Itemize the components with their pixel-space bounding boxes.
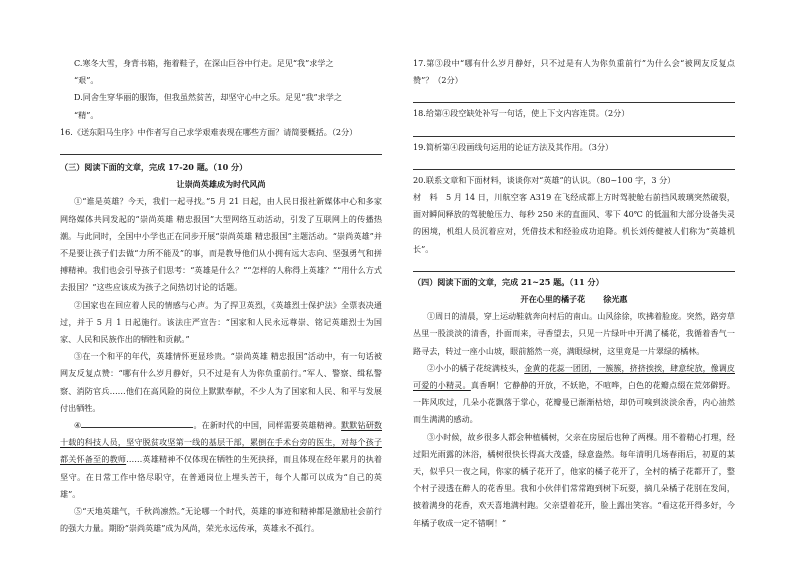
question-16: 16.《送东阳马生序》中作者写自己求学艰难表现在哪些方面？请简要概括。（2分） [60,126,358,137]
question-17: 17.第③段中“哪有什么岁月静好，只不过是有人为你负重前行”为什么会“被网友反复点赞”？（2分） [413,58,735,86]
essay-paragraph-2 [413,360,735,429]
section-3-heading: （三）阅读下面的文章，完成 17-20 题。（10 分） [60,162,248,173]
left-column [60,55,382,537]
essay-paragraph-3: ③小时候，故乡很多人都会种植橘树，父亲在房屋后也种了两棵。用不着精心打理，经过阳光雨露的沐浴，橘树很快长得高大茂盛，绿意盎然。每年清明几场春雨后，初夏的某天，似乎只一夜之间，你家的橘子花开了，他家的橘子花开了，全村的橘子花都开了，整个村子浸透在醉人的花香里。我和小伙伴们常常跑到树下玩耍，摘几朵橘子花别在发间，披着满身的花香，欢天喜地满村跑。父亲望着花开，脸上露出笑容。“看这花开得多好，今年橘子收成一定不错啊！” [413,431,735,528]
paragraph-3: ③在一个和平的年代，英雄情怀更显珍贵。“崇尚英雄 精忠报国”活动中，有一句话被网友反复点赞：“哪有什么岁月静好，只不过是有人为你负重前行。”军人、警察、缉私警察、消防官兵……他们在高风险的岗位上默默奉献，不少人为了国家和人民、和平与发展付出牺牲。 [60,351,382,413]
answer-line-18 [413,123,735,137]
paragraph-4-intro: 。在新时代的中国，同样需要英雄精神。 [193,420,342,431]
essay-paragraph-1: ①周日的清晨，穿上运动鞋就奔向村后的南山。山风徐徐，吹拂着脸庞。突然，路旁草丛里一股淡淡的清香，扑面而来，寻香望去，只见一片绿叶中开满了橘花，我循着香气一路寻去，转过一座小山坡，眼前豁然一亮，满眼绿树，这里竟是一片翠绿的橘林。 [413,311,735,356]
question-20-material: 材 料 5 月 14 日，川航空客 A319 在飞经成都上方时驾驶舱右前挡风玻璃突然破裂，面对瞬间释放的驾驶舱压力、每秒 250 米的直面风、零下 40℃ 的低温和大部分设备失灵的困境，机组人员沉着应对，凭借技术和经验成功迫降。机长刘传健被人们称为“英雄机长”。 [413,192,735,254]
fill-blank-18[interactable] [81,418,193,428]
essay-underlined-sentence: 金黄的花蕊一团团，一簇簇，挤挤挨挨，肆意绽放，像调皮可爱的小精灵。 [413,362,735,391]
question-18: 18.给第④段空缺处补写一句话，使上下文内容连贯。（2分） [413,108,630,119]
essay-title: 开在心里的橘子花 [520,294,586,305]
essay-paragraph-2-start: ②小小的橘子花绽满枝头， [427,362,525,373]
article-title: 让崇尚英雄成为时代风尚 [176,179,266,190]
option-d-line2: “精”。 [74,109,99,120]
paragraph-2: ②国家也在回应着人民的情感与心声。为了捍卫英烈，《英雄烈士保护法》全票表决通过，并于 5 月 1 日起施行。该法庄严宣告：“国家和人民永远尊崇、铭记英雄烈士为国家、人民和民族作出的牺牲和贡献。” [60,299,382,345]
paragraph-5: ⑤“天地英雄气，千秋尚凛然。”无论哪一个时代，英雄的事迹和精神都是激励社会前行的强大力量。期盼“崇尚英雄”成为风尚，荣光永远传承，英雄永不孤行。 [60,506,382,534]
answer-line-20 [413,258,735,272]
right-column [413,55,735,532]
paragraph-4-rest: ……英雄精神不仅体现在牺牲的生死抉择，而且体现在经年累月的执着坚守。在日常工作中恪尽职守，在普通岗位上埋头苦干，每个人都可以成为“自己的英雄”。 [60,454,382,499]
section-4-heading: （四）阅读下面的文章，完成 21~25 题。（11 分） [413,276,604,287]
answer-line-19 [413,156,735,170]
question-19: 19.简析第④段画线句运用的论证方法及其作用。（3分） [413,141,614,152]
paragraph-1: ①“谁是英雄？今天，我们一起寻找。”5 月 21 日起，由人民日报社新媒体中心和多家网络媒体共同发起的“崇尚英雄 精忠报国”大型网络互动活动，引发了互联网上的传播热潮。与此同时，全国中小学也正在同步开展“崇尚英雄 精忠报国”主题活动。“崇尚英雄”并不是要让孩子们去做“力所不能及”的事，而是教导他们从小拥有远大志向、坚强勇气和拼搏精神。我们也会引导孩子们思考：“英雄是什么？”“怎样的人称得上英雄？”“用什么方式去报国？”这些应该成为孩子之间热切讨论的话题。 [60,196,382,293]
essay-paragraph-2-end: 真香啊！它静静的开放，不妖艳，不喧哗，白色的花瓣点缀在荒郊僻野。一阵风吹过，几朵小花飘落于掌心，花瓣曼已渐渐枯焙，却仍可嗅到淡淡余香，内心油然而生满满的感动。 [413,380,735,425]
essay-title-row [413,291,735,308]
option-c-line2: “艰”。 [74,75,99,86]
underlined-sentence-19: 默默钻研数十载的科技人员，坚守脱贫攻坚第一线的基层干部，累倒在手术台旁的医生，对每个孩子都关怀备至的教师 [60,420,382,465]
option-d-line1: D.同舍生穿华丽的服饰，但我虽然贫苦，却坚守心中之乐。足见“我”求学之 [74,92,342,103]
answer-line-16 [60,141,382,155]
question-20: 20.联系文章和下面材料，谈谈你对“英雄”的认识。（80~100 字，3 分） [413,174,676,185]
option-c-line1: C.寒冬大雪，身背书箱，拖着鞋子，在深山巨谷中行走。足见“我”求学之 [74,58,334,68]
paragraph-4 [60,417,382,503]
paragraph-4-number: ④ [74,420,82,431]
essay-author: 徐光惠 [603,294,628,305]
answer-line-17 [413,89,735,103]
